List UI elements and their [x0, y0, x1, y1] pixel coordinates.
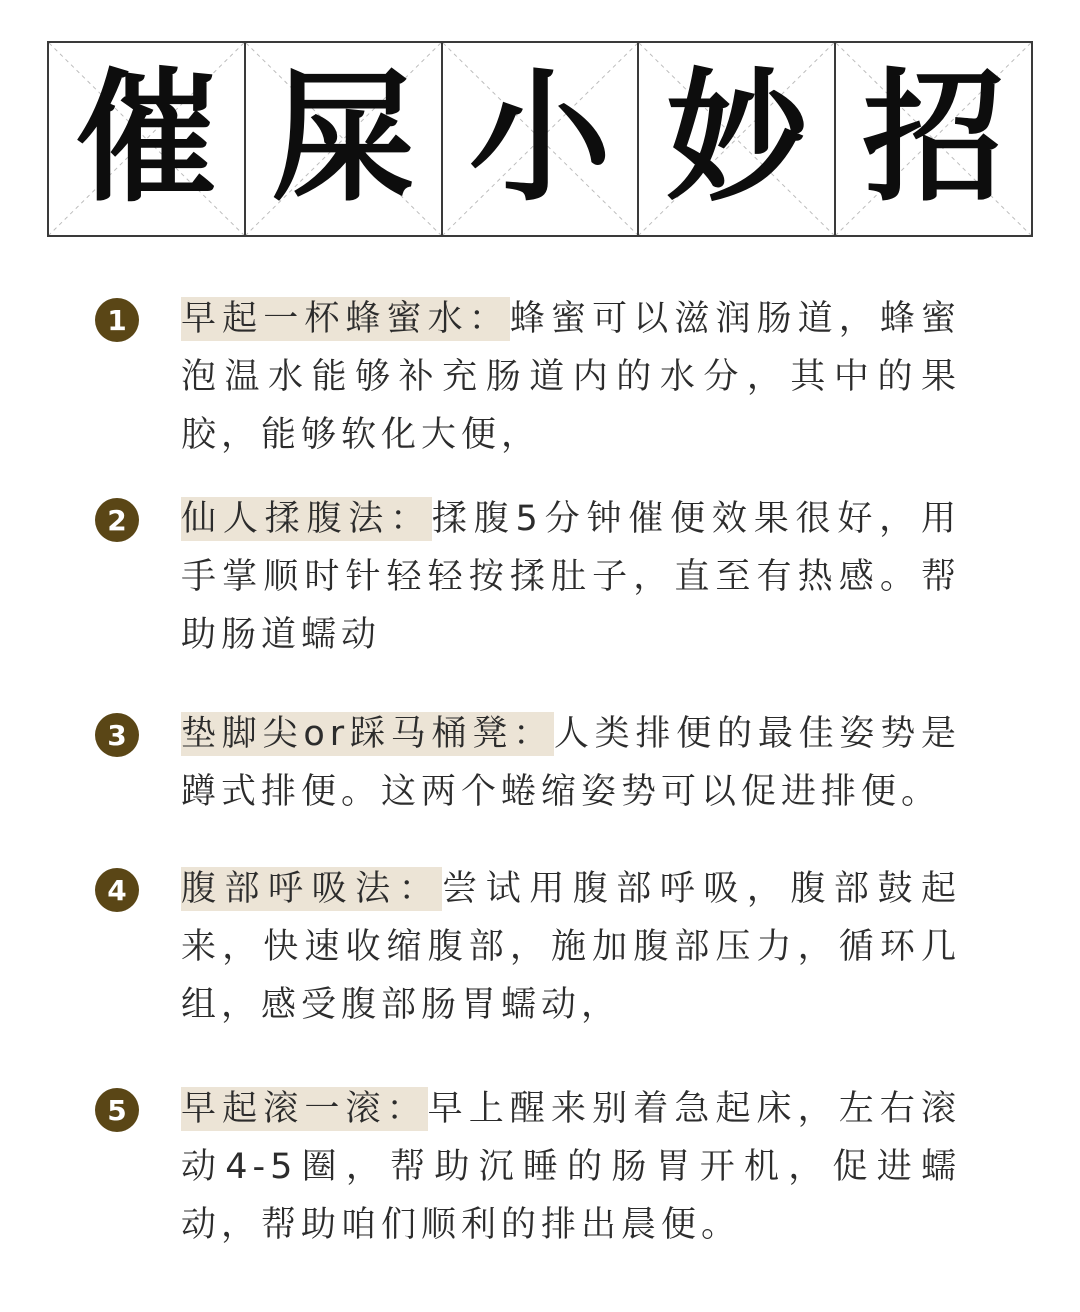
- title-cell-2: [246, 43, 443, 235]
- tip-body: [181, 490, 961, 664]
- title-char-5: 招: [862, 56, 1005, 221]
- tip-text: 人类排便的最佳姿势是蹲式排便。这两个蜷缩姿势可以促进排便。: [181, 714, 961, 812]
- title-cell-4: [639, 43, 836, 235]
- title-char-1: 催: [75, 56, 218, 221]
- number-badge-1: 1: [95, 298, 139, 342]
- tip-title: 垫脚尖or踩马桶凳：: [181, 714, 554, 754]
- title-char-2: 屎: [272, 56, 415, 221]
- tip-body: [181, 705, 961, 821]
- tip-title: 仙人揉腹法：: [181, 499, 432, 539]
- tip-text: 尝试用腹部呼吸，腹部鼓起来，快速收缩腹部，施加腹部压力，循环几组，感受腹部肠胃蠕动，: [181, 869, 961, 1025]
- number-badge-4: 4: [95, 868, 139, 912]
- tip-title: 腹部呼吸法：: [181, 869, 443, 909]
- title-cell-3: [443, 43, 640, 235]
- tip-text: 早上醒来别着急起床，左右滚动4-5圈，帮助沉睡的肠胃开机，促进蠕动，帮助咱们顺利的排出晨便。: [181, 1089, 961, 1245]
- number-badge-3: 3: [95, 713, 139, 757]
- number-badge-2: 2: [95, 498, 139, 542]
- tip-body: [181, 1080, 961, 1254]
- tip-text: 揉腹5分钟催便效果很好，用手掌顺时针轻轻按揉肚子，直至有热感。帮助肠道蠕动: [181, 499, 961, 655]
- tip-title: 早起一杯蜂蜜水：: [181, 299, 510, 339]
- title-char-3: 小: [468, 56, 611, 221]
- title-cell-1: [49, 43, 246, 235]
- title-grid: [47, 41, 1033, 237]
- title-cell-5: [836, 43, 1031, 235]
- tip-body: [181, 290, 961, 464]
- number-badge-5: 5: [95, 1088, 139, 1132]
- tip-text: 蜂蜜可以滋润肠道，蜂蜜泡温水能够补充肠道内的水分，其中的果胶，能够软化大便，: [181, 299, 961, 455]
- tip-body: [181, 860, 961, 1034]
- tip-title: 早起滚一滚：: [181, 1089, 428, 1129]
- title-char-4: 妙: [665, 56, 808, 221]
